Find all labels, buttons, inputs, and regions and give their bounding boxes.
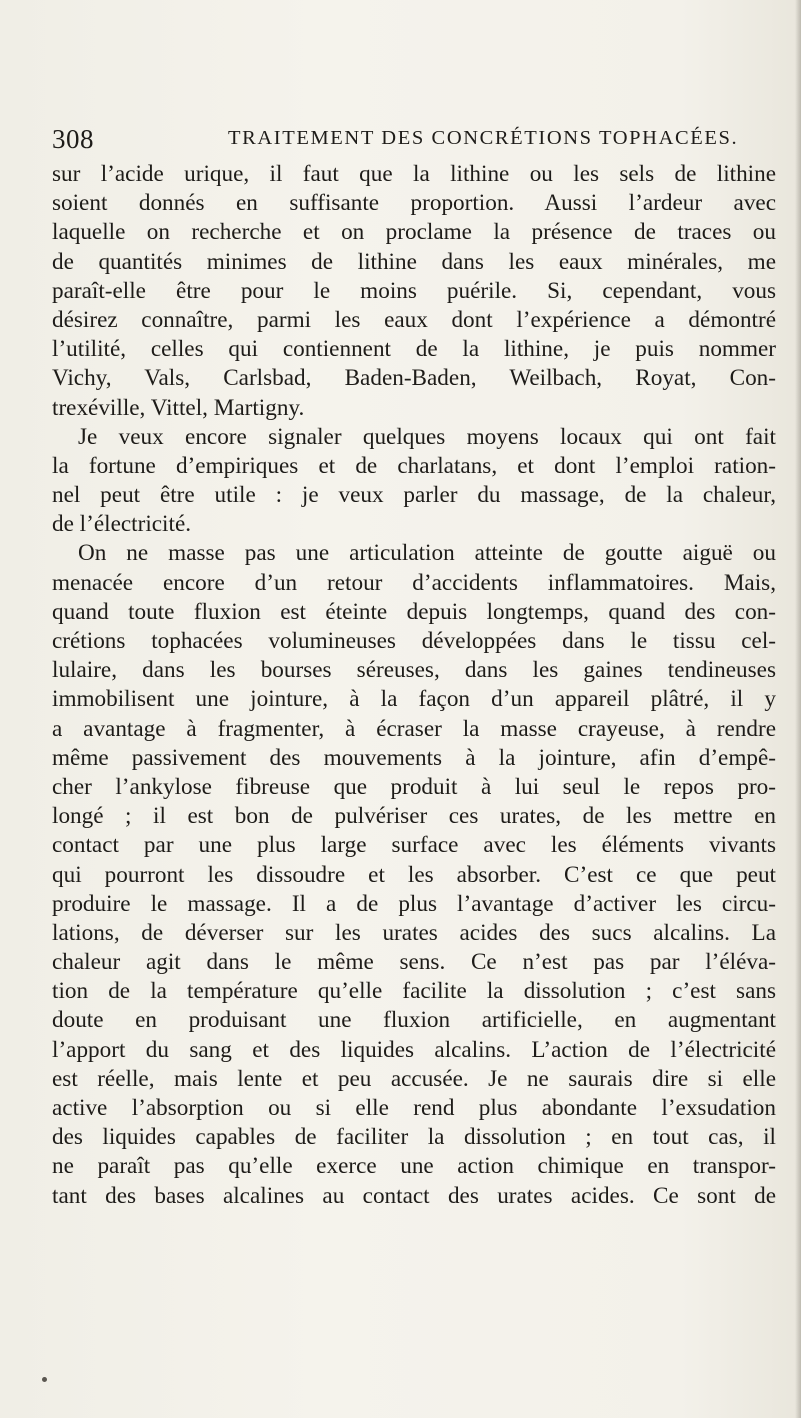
text-line: immobilisent une jointure, à la façon d’un appareil plâtré, il y	[52, 686, 776, 713]
text-line: a avantage à fragmenter, à écraser la masse crayeuse, à rendre	[52, 715, 776, 742]
text-line: l’apport du sang et des liquides alcalins. L’action de l’électricité	[52, 1036, 776, 1063]
text-line: Vichy, Vals, Carlsbad, Baden-Baden, Weilbach, Royat, Con-	[52, 365, 776, 392]
text-line: désirez connaître, parmi les eaux dont l’expérience a démontré	[52, 306, 776, 333]
text-line: produire le massage. Il a de plus l’avantage d’activer les circu-	[52, 890, 776, 917]
ink-speck	[42, 1377, 47, 1382]
text-line: doute en produisant une fluxion artificielle, en augmentant	[52, 1007, 776, 1034]
text-line: contact par une plus large surface avec les éléments vivants	[52, 832, 776, 859]
running-head: TRAITEMENT DES CONCRÉTIONS TOPHACÉES.	[228, 127, 739, 149]
page-header	[52, 120, 772, 160]
text-line: paraît-elle être pour le moins puérile. Si, cependant, vous	[52, 277, 776, 304]
text-line: chaleur agit dans le même sens. Ce n’est pas par l’éléva-	[52, 949, 776, 976]
text-line: de l’électricité.	[52, 511, 192, 538]
text-line: l’utilité, celles qui contiennent de la lithine, je puis nommer	[52, 336, 776, 363]
text-line: qui pourront les dissoudre et les absorber. C’est ce que peut	[52, 861, 776, 888]
page-edge-shadow	[795, 0, 801, 1418]
text-line: des liquides capables de faciliter la dissolution ; en tout cas, il	[52, 1124, 776, 1151]
text-line: longé ; il est bon de pulvériser ces urates, de les mettre en	[52, 803, 776, 830]
text-line: la fortune d’empiriques et de charlatans, et dont l’emploi ration-	[52, 452, 776, 479]
text-line: est réelle, mais lente et peu accusée. Je ne saurais dire si elle	[52, 1065, 776, 1092]
paragraph-start-line: On ne masse pas une articulation atteinte de goutte aiguë ou	[78, 540, 776, 567]
text-line: crétions tophacées volumineuses développées dans le tissu cel-	[52, 628, 776, 654]
text-line: nel peut être utile : je veux parler du massage, de la chaleur,	[52, 482, 776, 509]
text-line: tant des bases alcalines au contact des urates acides. Ce sont de	[52, 1182, 776, 1209]
text-line: menacée encore d’un retour d’accidents inflammatoires. Mais,	[52, 569, 776, 596]
text-line: lulaire, dans les bourses séreuses, dans les gaines tendineuses	[52, 657, 776, 684]
text-line: sur l’acide urique, il faut que la lithine ou les sels de lithine	[52, 161, 776, 187]
text-line: trexéville, Vittel, Martigny.	[52, 394, 305, 421]
text-line: active l’absorption ou si elle rend plus abondante l’exsudation	[52, 1095, 776, 1121]
text-line: quand toute fluxion est éteinte depuis longtemps, quand des con-	[52, 598, 776, 625]
text-line: soient donnés en suffisante proportion. Aussi l’ardeur avec	[52, 190, 776, 217]
text-line: de quantités minimes de lithine dans les eaux minérales, me	[52, 248, 776, 275]
body-text	[52, 160, 776, 1211]
page-number: 308	[52, 124, 94, 154]
paragraph-start-line: Je veux encore signaler quelques moyens locaux qui ont fait	[78, 423, 776, 450]
text-line: ne paraît pas qu’elle exerce une action chimique en transpor-	[52, 1153, 776, 1180]
text-line: lations, de déverser sur les urates acides des sucs alcalins. La	[52, 919, 776, 946]
text-line: tion de la température qu’elle facilite la dissolution ; c’est sans	[52, 978, 776, 1005]
text-line: même passivement des mouvements à la jointure, afin d’empê-	[52, 744, 776, 771]
text-line: cher l’ankylose fibreuse que produit à lui seul le repos pro-	[52, 773, 776, 800]
text-line: laquelle on recherche et on proclame la présence de traces ou	[52, 219, 776, 246]
